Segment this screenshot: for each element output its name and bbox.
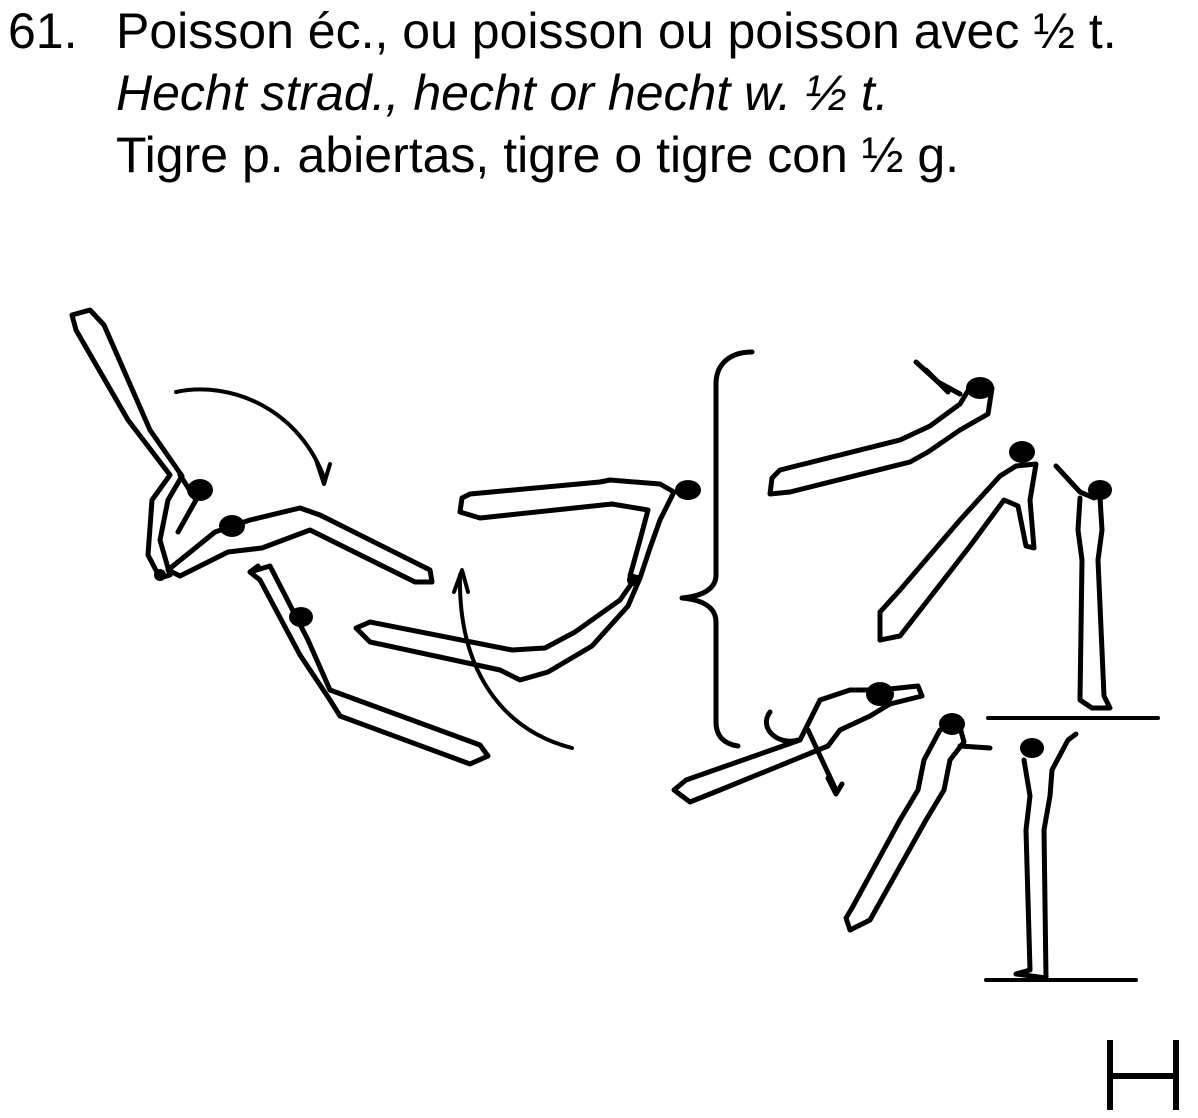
figure-option-hecht-landing [846,713,1136,980]
figure-option-straddle [770,362,994,494]
figure-takeoff [72,310,213,581]
element-name-english: Hecht strad., hecht or hecht w. ½ t. [116,65,889,121]
figure-option-hecht [674,682,922,802]
figure-runup [250,566,488,764]
figure-flight-horizontal [168,508,432,582]
element-name-spanish: Tigre p. abiertas, tigre o tigre con ½ g. [116,127,960,183]
figure-option-straddle-landing [880,441,1158,718]
H-icon [1104,1036,1182,1114]
element-number: 61. [8,3,78,59]
figure-hecht-repulsion [356,574,640,680]
rotation-arrows [176,389,572,748]
option-brace [682,352,752,746]
element-name-french: Poisson éc., ou poisson ou poisson avec ½ t. [116,3,1117,59]
figure-hecht-arch [460,480,701,578]
